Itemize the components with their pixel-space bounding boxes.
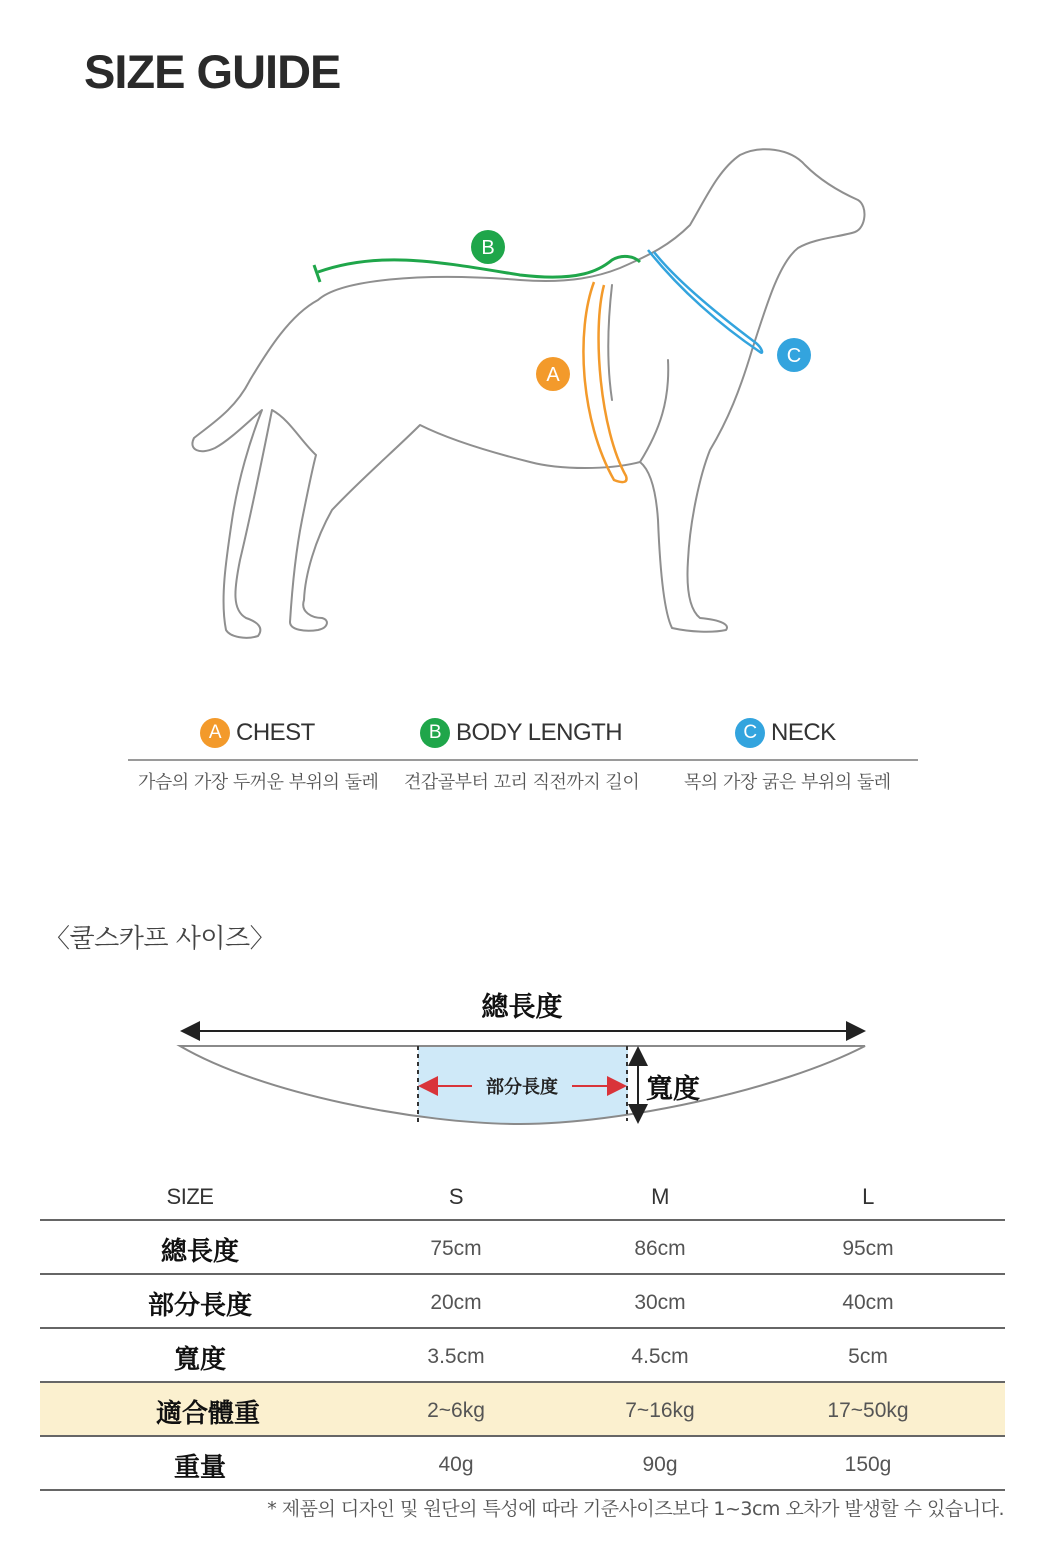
row-label: 寬度 [173, 1345, 226, 1375]
badge-a-marker [536, 357, 570, 391]
legend-body-length-label: BODY LENGTH [456, 719, 623, 746]
legend-chest [200, 715, 315, 751]
legend-body-length [420, 715, 622, 751]
cell-m: 86cm [634, 1237, 686, 1260]
header-size: SIZE [166, 1184, 214, 1209]
cell-l: 40cm [842, 1291, 894, 1314]
legend-neck-desc: 목의 가장 굵은 부위의 둘레 [684, 772, 891, 793]
row-label: 總長度 [160, 1237, 239, 1267]
cell-s: 3.5cm [427, 1345, 485, 1368]
header-m: M [651, 1184, 669, 1209]
badge-b-marker [471, 230, 505, 264]
svg-text:A: A [546, 364, 560, 386]
width-label: 寬度 [646, 1074, 700, 1105]
legend-chest-desc: 가슴의 가장 두꺼운 부위의 둘레 [138, 772, 379, 793]
chest-measurement-line [583, 282, 626, 482]
svg-text:B: B [481, 237, 495, 259]
table-row [40, 1329, 1005, 1383]
badge-c-icon: C [735, 718, 765, 748]
header-s: S [448, 1184, 464, 1209]
cell-l: 17~50kg [827, 1399, 909, 1422]
table-row [40, 1437, 1005, 1491]
cell-m: 90g [642, 1453, 678, 1476]
cell-l: 5cm [848, 1345, 888, 1368]
dog-measurement-illustration [0, 130, 1044, 660]
total-length-label: 總長度 [481, 992, 563, 1023]
table-row [40, 1275, 1005, 1329]
row-label: 適合體重 [155, 1399, 260, 1429]
cell-s: 40g [438, 1453, 474, 1476]
cell-l: 150g [844, 1453, 892, 1476]
table-row [40, 1221, 1005, 1275]
badge-c-marker [777, 338, 811, 372]
header-l: L [862, 1184, 874, 1209]
cell-m: 4.5cm [631, 1345, 689, 1368]
page-title: SIZE GUIDE [84, 45, 341, 98]
svg-text:C: C [786, 345, 802, 367]
cell-m: 30cm [634, 1291, 686, 1314]
legend-chest-label: CHEST [236, 719, 315, 746]
dog-outline [192, 149, 864, 638]
legend-neck-label: NECK [771, 719, 836, 746]
badge-b-icon: B [420, 718, 450, 748]
neck-measurement-line [648, 250, 762, 353]
legend-divider [128, 759, 918, 761]
scarf-size-heading: 〈쿨스카프 사이즈〉 [44, 924, 276, 954]
row-label: 重量 [173, 1453, 226, 1483]
footnote: * 제품의 디자인 및 원단의 특성에 따라 기준사이즈보다 1~3cm 오차가 발생할 수 있습니다. [267, 1498, 1004, 1520]
cell-l: 95cm [842, 1237, 894, 1260]
cell-s: 2~6kg [427, 1399, 485, 1422]
body-length-end-tick [314, 265, 320, 282]
table-header-row [40, 1175, 1005, 1221]
cell-s: 20cm [430, 1291, 482, 1314]
size-table [40, 1175, 1005, 1491]
cell-s: 75cm [430, 1237, 482, 1260]
legend-body-length-desc: 견갑골부터 꼬리 직전까지 길이 [404, 772, 640, 793]
badge-a-icon: A [200, 718, 230, 748]
row-label: 部分長度 [147, 1291, 252, 1321]
legend-neck [735, 715, 836, 751]
cell-m: 7~16kg [625, 1399, 695, 1422]
part-length-label: 部分長度 [486, 1077, 558, 1098]
table-row-highlighted [40, 1383, 1005, 1437]
